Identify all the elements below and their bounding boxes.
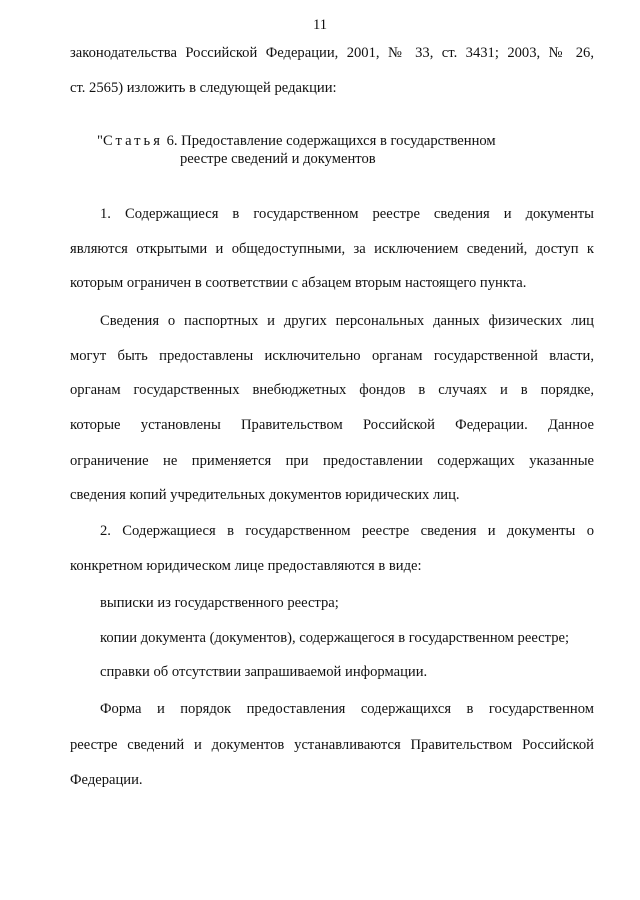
- paragraph-line: Федерации.: [70, 772, 143, 788]
- article-word: Статья: [102, 133, 163, 149]
- paragraph-line: реестре сведений и документов устанавливаются Правительством Российской: [70, 737, 594, 753]
- page-number: 11: [312, 17, 328, 33]
- paragraph-line: органам государственных внебюджетных фондов в случаях и в порядке,: [70, 382, 594, 398]
- paragraph-line: Сведения о паспортных и других персональных данных физических лиц: [100, 313, 594, 329]
- list-item: справки об отсутствии запрашиваемой информации.: [100, 664, 428, 680]
- paragraph-line: сведения копий учредительных документов юридических лиц.: [70, 487, 460, 503]
- intro-line-1: законодательства Российской Федерации, 2001, № 33, ст. 3431; 2003, № 26,: [70, 45, 594, 61]
- list-item: копии документа (документов), содержащегося в государственном реестре;: [100, 630, 570, 646]
- paragraph-line: конкретном юридическом лице предоставляются в виде:: [70, 558, 422, 574]
- article-heading: 6. Предоставление содержащихся в государственном: [162, 133, 496, 149]
- paragraph-line: могут быть предоставлены исключительно органам государственной власти,: [70, 348, 594, 364]
- article-title-line-2: реестре сведений и документов: [180, 151, 376, 167]
- paragraph-line: которые установлены Правительством Российской Федерации. Данное: [70, 417, 594, 433]
- paragraph-line: 2. Содержащиеся в государственном реестре сведения и документы о: [100, 523, 594, 539]
- article-quote: ": [97, 133, 103, 149]
- intro-line-2: ст. 2565) изложить в следующей редакции:: [70, 80, 337, 96]
- paragraph-line: Форма и порядок предоставления содержащихся в государственном: [100, 701, 594, 717]
- paragraph-line: являются открытыми и общедоступными, за исключением сведений, доступ к: [70, 241, 594, 257]
- paragraph-line: ограничение не применяется при предоставлении содержащих указанные: [70, 453, 594, 469]
- paragraph-line: которым ограничен в соответствии с абзацем вторым настоящего пункта.: [70, 275, 527, 291]
- list-item: выписки из государственного реестра;: [100, 595, 339, 611]
- article-title: [97, 133, 496, 150]
- paragraph-line: 1. Содержащиеся в государственном реестре сведения и документы: [100, 206, 594, 222]
